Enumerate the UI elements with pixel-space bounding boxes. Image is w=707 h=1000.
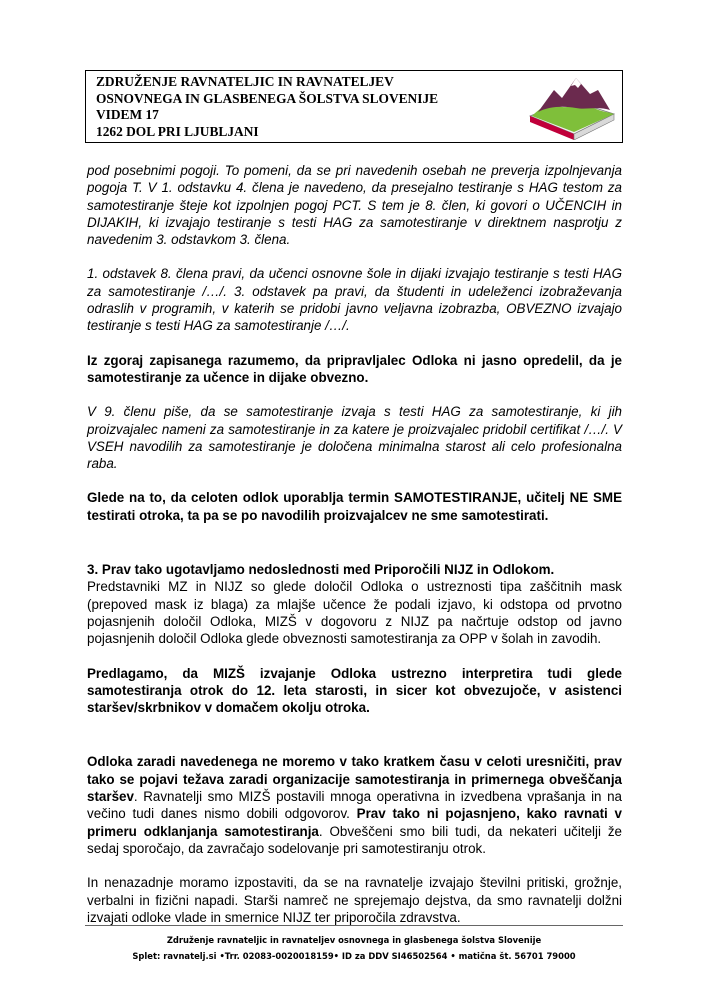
- paragraph-article-9: V 9. členu piše, da se samotestiranje izvaja s testi HAG za samotestiranje, ki jih proizvajalec nameni za samotestiranje in za katere je proizvajalec pridobil certifikat /…/. V VSEH navodilih za samotestiranje je določena minimalna starost ali celo profesionalna raba.: [87, 404, 622, 472]
- paragraph-article-4: pod posebnimi pogoji. To pomeni, da se pri navedenih osebah ne preverja izpolnjevanja pogoja T. V 1. odstavku 4. člena je navedeno, da presejalno testiranje s HAG testom za samotestiranje šteje kot izpolnjen pogoj PCT. S tem je 8. člen, ki govori o UČENCIH in DIJAKIH, ki izvajajo testiranje s testi HAG za samotestiranje v direktnem nasprotju z navedenim 3. odstavkom 3. člena.: [87, 163, 622, 248]
- letterhead-line-org2: OSNOVNEGA IN GLASBENEGA ŠOLSTVA SLOVENIJE: [96, 90, 439, 106]
- footer-divider: [85, 925, 623, 926]
- implementation-bold-1: Odloka zaradi navedenega ne moremo v tako kratkem času v celoti uresničiti, prav tako se pojavi težava zaradi organizacije samotestiranja in primernega obveščanja staršev: [87, 754, 622, 805]
- implementation-text-2: . Obveščeni smo bili tudi, da nekateri učitelji že sedaj sporočajo, da zavračajo sodelovanje pri samotestiranju otrok.: [87, 823, 623, 856]
- section-heading-nijz: 3. Prav tako ugotavljamo nedoslednosti med Priporočili NIJZ in Odlokom.: [87, 562, 555, 578]
- letterhead-address: [96, 74, 516, 140]
- letterhead-line-org1: ZDRUŽENJE RAVNATELJIC IN RAVNATELJEV: [96, 74, 394, 89]
- paragraph-article-8: 1. odstavek 8. člena pravi, da učenci osnovne šole in dijaki izvajajo testiranje s testi HAG za samotestiranje /…/. 3. odstavek pa pravi, da študenti in udeleženci izobraževanja odraslih v programih, v katerih se pridobi javno veljavna izobrazba, OBVEZNO izvajajo testiranje s testi HAG za samotestiranje /…/.: [87, 266, 622, 334]
- mountain-book-logo-icon: [524, 76, 617, 140]
- implementation-bold-2: Prav tako ni pojasnjeno, kako ravnati v primeru odklanjanja samotestiranja: [87, 806, 622, 839]
- footer-org-name: Združenje ravnateljic in ravnateljev osnovnega in glasbenega šolstva Slovenije: [166, 935, 542, 945]
- paragraph-self-testing-term: Glede na to, da celoten odlok uporablja termin SAMOTESTIRANJE, učitelj NE SME testirati otroka, ta pa se po navodilih proizvajalcev ne sme samotestirati.: [87, 490, 622, 523]
- letterhead-line-street: VIDEM 17: [96, 107, 159, 123]
- letter-body: [87, 162, 622, 926]
- footer-contact-details: Splet: ravnatelj.si •Trr. 02083-0020018159• ID za DDV SI46502564 • matična št. 56701 79000: [132, 951, 576, 961]
- letterhead-line-city: 1262 DOL PRI LJUBLJANI: [96, 123, 259, 139]
- footer: [85, 932, 623, 964]
- paragraph-proposal: Predlagamo, da MIZŠ izvajanje Odloka ustrezno interpretira tudi glede samotestiranja otrok do 12. leta starosti, in sicer kot obvezujoče, v asistenci staršev/skrbnikov v domačem okolju otroka.: [87, 665, 622, 716]
- paragraph-conclusion-obligation: Iz zgoraj zapisanega razumemo, da pripravljalec Odloka ni jasno opredelil, da je samotestiranje za učence in dijake obvezno.: [87, 352, 622, 385]
- implementation-text-1: . Ravnatelji smo MIZŠ postavili mnoga operativna in izvedbena vprašanja in na večino tudi danes nismo dobili odgovorov.: [87, 789, 622, 822]
- paragraph-implementation: [87, 753, 622, 857]
- paragraph-nijz-masks: Predstavniki MZ in NIJZ so glede določil Odloka o ustreznosti tipa zaščitnih mask (prepoved mask iz blaga) za mlajše učence že podali izjavo, ki odstopa od prvotno pojasnjenih določil Odloka, MIZŠ v dogovoru z NIJZ pa načrtuje odstop od javno pojasnjenih določil Odloka glede obveznosti samotestiranja za OPP v šolah in zavodih.: [87, 579, 622, 647]
- paragraph-pressures: In nenazadnje moramo izpostaviti, da se na ravnatelje izvajajo številni pritiski, grožnje, verbalni in fizični napadi. Starši namreč ne sprejemajo dejstva, da smo ravnatelji dolžni izvajati odloke vlade in smernice NIJZ ter priporočila zdravstva.: [87, 875, 622, 925]
